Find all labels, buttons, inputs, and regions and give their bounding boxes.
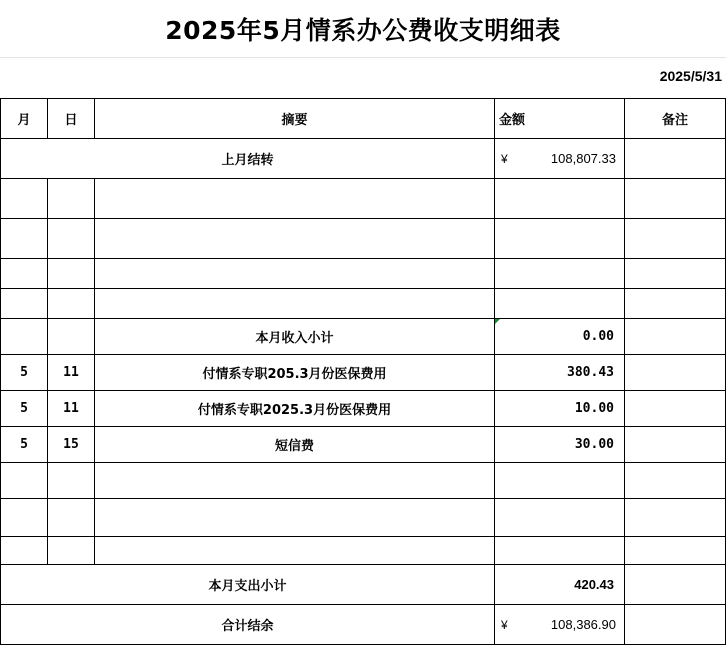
header-day[interactable]: 日 [48,99,95,139]
row-month[interactable]: 5 [1,427,48,463]
cell[interactable] [1,319,48,355]
row-amount[interactable]: 380.43 [495,355,625,391]
cell[interactable] [95,259,495,289]
cell[interactable] [95,289,495,319]
cell[interactable] [48,319,95,355]
cell[interactable] [1,259,48,289]
header-row [1,99,726,139]
balance-amount: 108,386.90 [550,617,616,632]
expense-row [1,427,726,463]
empty-row [1,499,726,537]
income-subtotal-row [1,319,726,355]
carryover-row [1,139,726,179]
cell[interactable] [1,537,48,565]
balance-row [1,605,726,645]
cell[interactable] [495,537,625,565]
row-summary[interactable]: 付情系专职2025.3月份医保费用 [95,391,495,427]
cell[interactable] [95,537,495,565]
cell[interactable] [625,565,726,605]
ledger-table [0,98,726,645]
cell[interactable] [95,219,495,259]
cell[interactable] [95,499,495,537]
sheet-title: 2025年5月情系办公费收支明细表 [165,16,561,45]
row-amount[interactable]: 10.00 [495,391,625,427]
row-note[interactable] [625,427,726,463]
row-note[interactable] [625,391,726,427]
cell[interactable] [1,179,48,219]
empty-row [1,219,726,259]
carryover-label[interactable]: 上月结转 [1,139,495,179]
cell[interactable] [625,605,726,645]
grid-divider [0,57,726,58]
income-subtotal-amount[interactable] [495,319,625,355]
cell[interactable] [495,499,625,537]
row-day[interactable]: 15 [48,427,95,463]
row-summary[interactable]: 短信费 [95,427,495,463]
row-month[interactable]: 5 [1,391,48,427]
expense-subtotal-label[interactable]: 本月支出小计 [1,565,495,605]
row-amount[interactable]: 30.00 [495,427,625,463]
cell[interactable] [1,499,48,537]
cell[interactable] [48,463,95,499]
cell[interactable] [625,219,726,259]
cell[interactable] [48,259,95,289]
expense-row [1,391,726,427]
row-summary[interactable]: 付情系专职205.3月份医保费用 [95,355,495,391]
cell[interactable] [95,179,495,219]
carryover-amount-cell[interactable] [495,139,625,179]
row-month[interactable]: 5 [1,355,48,391]
cell[interactable] [625,463,726,499]
balance-label[interactable]: 合计结余 [1,605,495,645]
income-subtotal-label[interactable]: 本月收入小计 [95,319,495,355]
income-subtotal-value: 0.00 [582,329,614,344]
row-day[interactable]: 11 [48,355,95,391]
report-date[interactable]: 2025/5/31 [659,68,722,84]
cell[interactable] [48,289,95,319]
header-amount[interactable]: 金额 [495,99,625,139]
comment-indicator [495,319,500,324]
header-month[interactable]: 月 [1,99,48,139]
cell[interactable] [625,179,726,219]
balance-currency: ¥ [501,617,508,632]
cell[interactable] [625,499,726,537]
expense-subtotal-row [1,565,726,605]
cell[interactable] [48,537,95,565]
cell[interactable] [495,219,625,259]
cell[interactable] [1,219,48,259]
cell[interactable] [495,463,625,499]
cell[interactable] [495,289,625,319]
expense-subtotal-amount[interactable]: 420.43 [495,565,625,605]
cell[interactable] [48,219,95,259]
cell[interactable] [625,259,726,289]
cell[interactable] [48,179,95,219]
cell[interactable] [495,179,625,219]
cell[interactable] [95,463,495,499]
empty-row [1,289,726,319]
cell[interactable] [48,499,95,537]
empty-row [1,537,726,565]
balance-amount-cell[interactable] [495,605,625,645]
cell[interactable] [625,319,726,355]
empty-row [1,259,726,289]
expense-row [1,355,726,391]
row-day[interactable]: 11 [48,391,95,427]
carryover-currency: ¥ [501,151,508,166]
row-note[interactable] [625,355,726,391]
cell[interactable] [1,463,48,499]
header-note[interactable]: 备注 [625,99,726,139]
carryover-amount: 108,807.33 [550,151,616,166]
cell[interactable] [625,537,726,565]
empty-row [1,463,726,499]
header-summary[interactable]: 摘要 [95,99,495,139]
empty-row [1,179,726,219]
carryover-note[interactable] [625,139,726,179]
cell[interactable] [495,259,625,289]
cell[interactable] [1,289,48,319]
cell[interactable] [625,289,726,319]
